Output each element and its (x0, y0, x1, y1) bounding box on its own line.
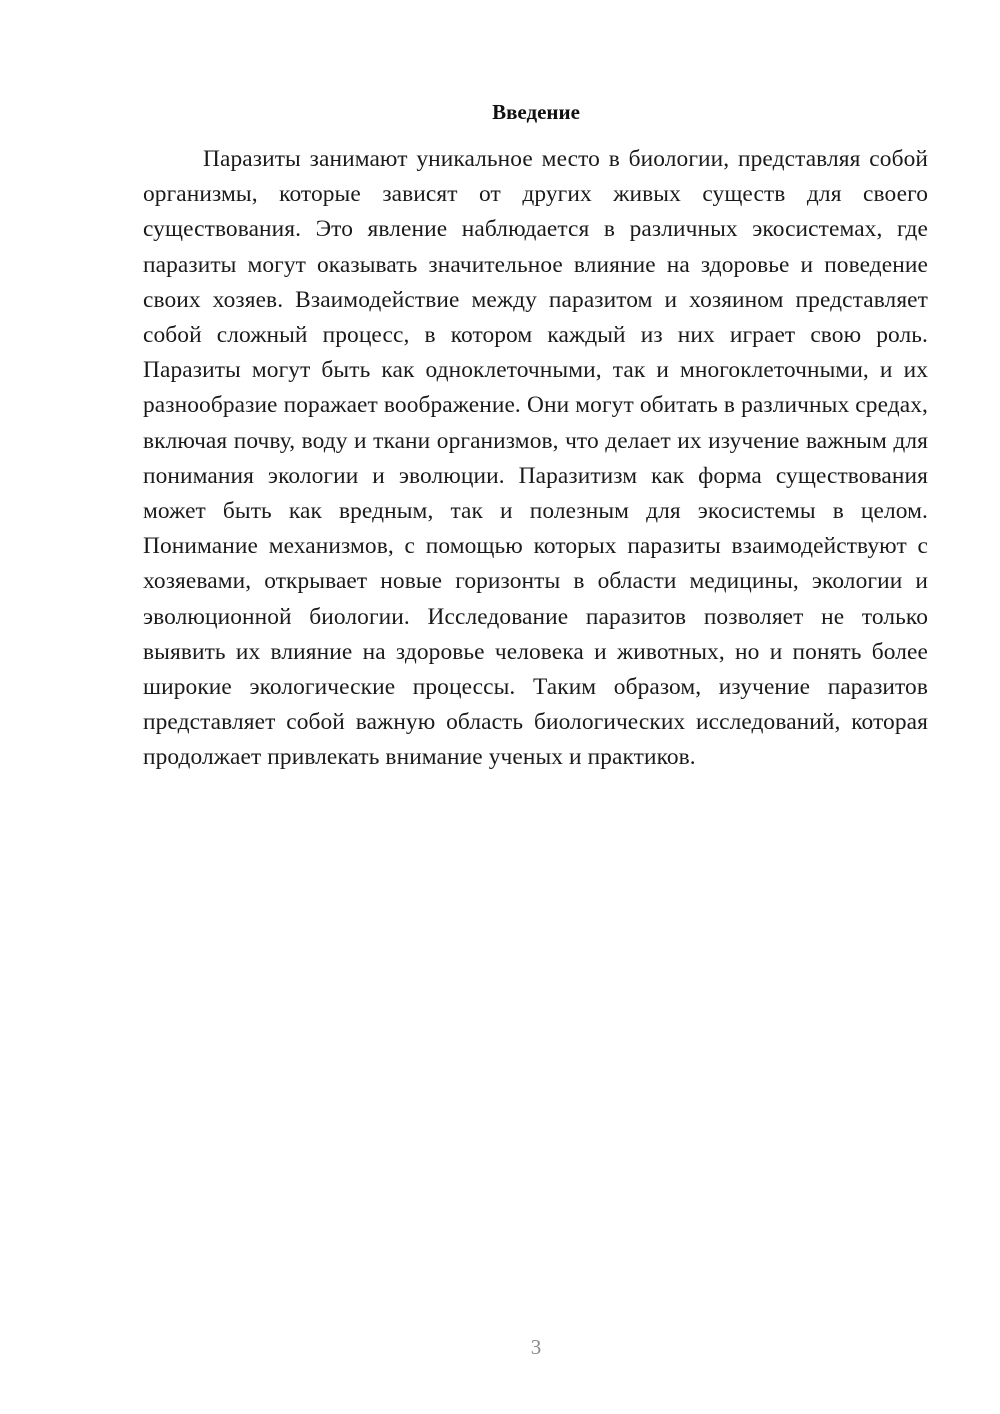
section-heading: Введение (492, 100, 580, 124)
page-number: 3 (530, 1335, 542, 1359)
body-paragraph: Паразиты занимают уникальное место в биологии, представляя собой организмы, которые зависят от других живых существ для своего существования. Это явление наблюдается в различных экосистемах, где паразиты могут оказывать значительное влияние на здоровье и поведение своих хозяев. Взаимодействие между паразитом и хозяином представляет собой сложный процесс, в котором каждый из них играет свою роль. Паразиты могут быть как одноклеточными, так и многоклеточными, и их разнообразие поражает воображение. Они могут обитать в различных средах, включая почву, воду и ткани организмов, что делает их изучение важным для понимания экологии и эволюции. Паразитизм как форма существования может быть как вредным, так и полезным для экосистемы в целом. Понимание механизмов, с помощью которых паразиты взаимодействуют с хозяевами, открывает новые горизонты в области медицины, экологии и эволюционной биологии. Исследование паразитов позволяет не только выявить их влияние на здоровье человека и животных, но и понять более широкие экологические процессы. Таким образом, изучение паразитов представляет собой важную область биологических исследований, которая продолжает привлекать внимание ученых и практиков. (143, 146, 928, 771)
